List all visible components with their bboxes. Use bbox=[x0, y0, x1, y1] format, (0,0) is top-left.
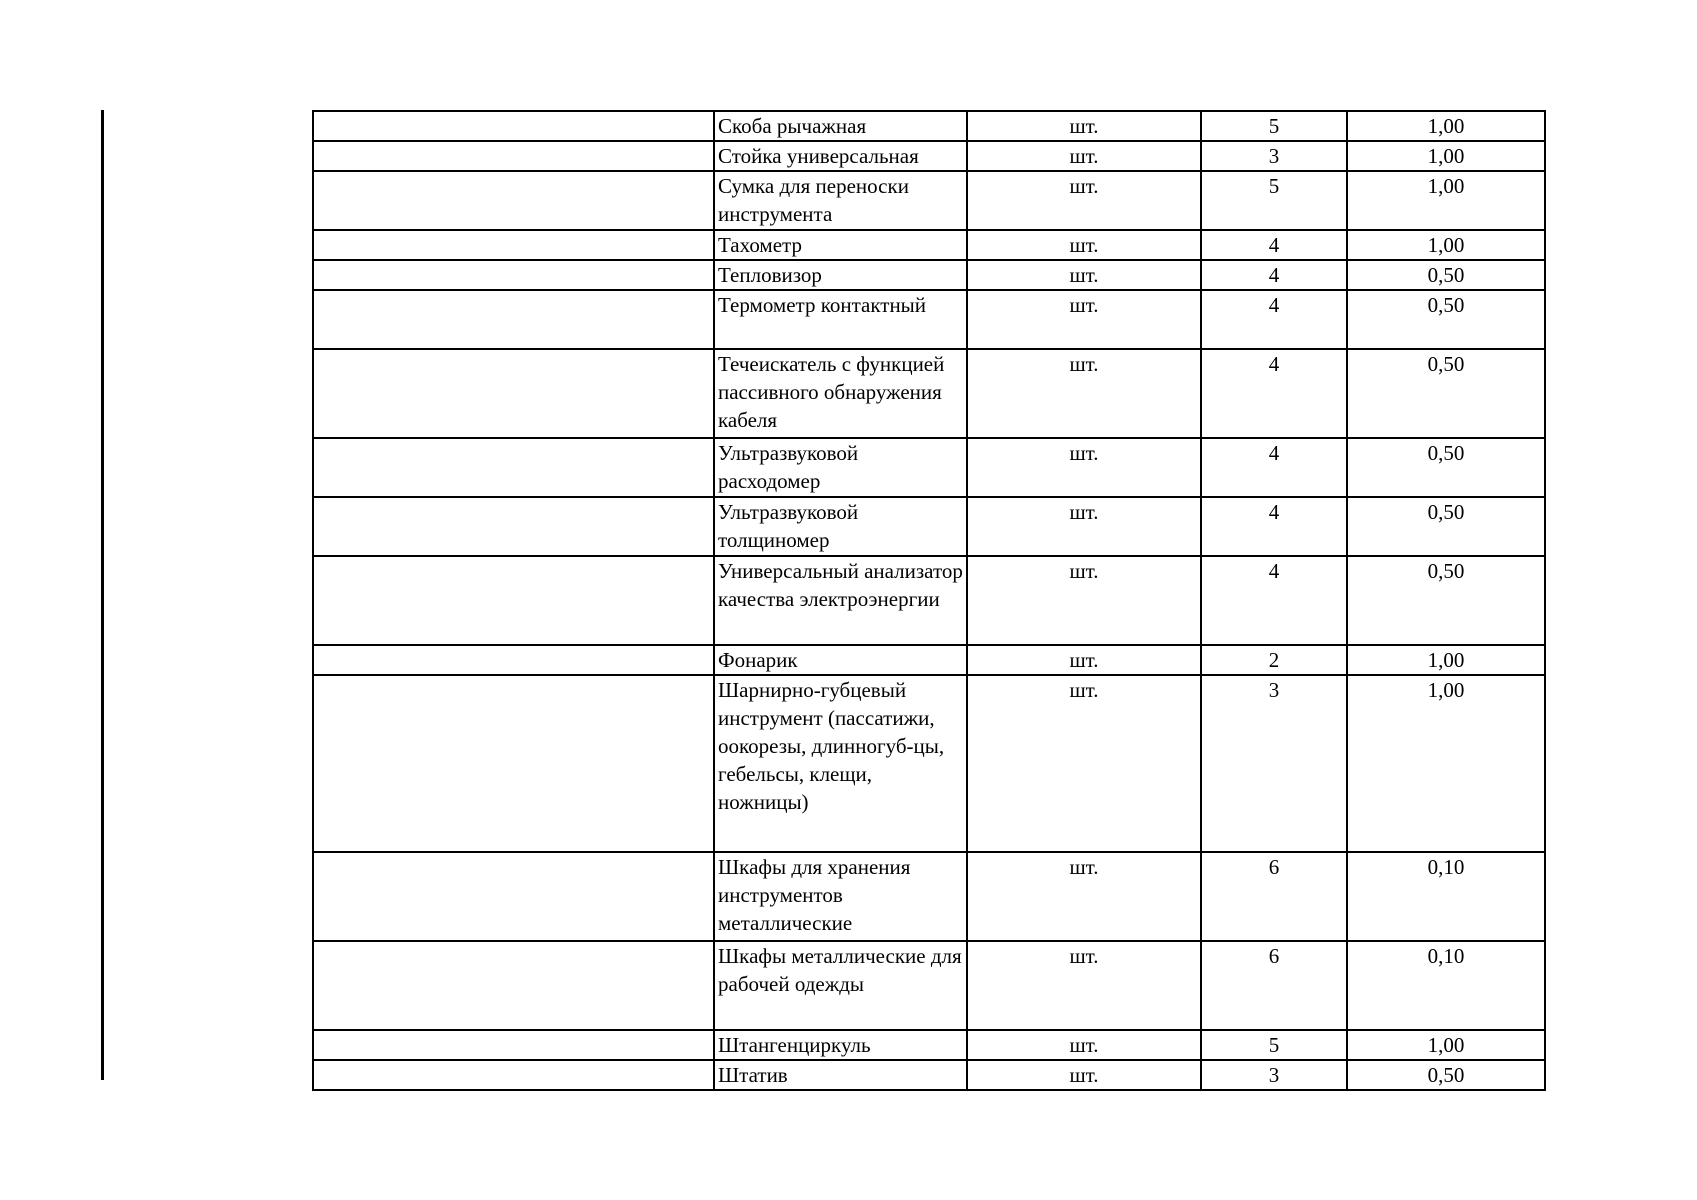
norm-cell: 0,10 bbox=[1347, 941, 1545, 1030]
empty-cell bbox=[313, 556, 714, 645]
table-row bbox=[313, 1060, 1545, 1090]
quantity-cell: 4 bbox=[1201, 556, 1347, 645]
norm-cell: 0,50 bbox=[1347, 260, 1545, 290]
empty-cell bbox=[313, 171, 714, 230]
norm-cell: 1,00 bbox=[1347, 1030, 1545, 1060]
quantity-cell: 4 bbox=[1201, 260, 1347, 290]
quantity-cell: 5 bbox=[1201, 1030, 1347, 1060]
unit-cell: шт. bbox=[967, 1060, 1201, 1090]
empty-cell bbox=[313, 1030, 714, 1060]
empty-cell bbox=[313, 290, 714, 349]
table-row bbox=[313, 111, 1545, 141]
item-name-cell: Тахометр bbox=[714, 230, 967, 260]
unit-cell: шт. bbox=[967, 675, 1201, 852]
unit-cell: шт. bbox=[967, 1030, 1201, 1060]
table-row bbox=[313, 349, 1545, 438]
table-row bbox=[313, 645, 1545, 675]
unit-cell: шт. bbox=[967, 260, 1201, 290]
unit-cell: шт. bbox=[967, 141, 1201, 171]
norm-cell: 1,00 bbox=[1347, 171, 1545, 230]
norm-cell: 0,50 bbox=[1347, 556, 1545, 645]
norm-cell: 1,00 bbox=[1347, 675, 1545, 852]
unit-cell: шт. bbox=[967, 230, 1201, 260]
table-row bbox=[313, 497, 1545, 556]
norm-cell: 0,50 bbox=[1347, 497, 1545, 556]
empty-cell bbox=[313, 675, 714, 852]
item-name-cell: Ультразвуковой толщиномер bbox=[714, 497, 967, 556]
item-name-cell: Тепловизор bbox=[714, 260, 967, 290]
empty-cell bbox=[313, 941, 714, 1030]
quantity-cell: 3 bbox=[1201, 141, 1347, 171]
unit-cell: шт. bbox=[967, 290, 1201, 349]
norm-cell: 0,50 bbox=[1347, 438, 1545, 497]
unit-cell: шт. bbox=[967, 852, 1201, 941]
quantity-cell: 2 bbox=[1201, 645, 1347, 675]
norm-cell: 1,00 bbox=[1347, 645, 1545, 675]
page-margin-line bbox=[101, 110, 104, 1080]
unit-cell: шт. bbox=[967, 438, 1201, 497]
quantity-cell: 4 bbox=[1201, 349, 1347, 438]
table-row bbox=[313, 141, 1545, 171]
empty-cell bbox=[313, 852, 714, 941]
equipment-table bbox=[312, 110, 1546, 1091]
unit-cell: шт. bbox=[967, 941, 1201, 1030]
item-name-cell: Универсальный анализатор качества электроэнергии bbox=[714, 556, 967, 645]
empty-cell bbox=[313, 230, 714, 260]
empty-cell bbox=[313, 141, 714, 171]
item-name-cell: Сумка для переноски инструмента bbox=[714, 171, 967, 230]
quantity-cell: 5 bbox=[1201, 171, 1347, 230]
item-name-cell: Шкафы для хранения инструментов металлические bbox=[714, 852, 967, 941]
quantity-cell: 6 bbox=[1201, 941, 1347, 1030]
empty-cell bbox=[313, 1060, 714, 1090]
unit-cell: шт. bbox=[967, 497, 1201, 556]
norm-cell: 0,10 bbox=[1347, 852, 1545, 941]
empty-cell bbox=[313, 111, 714, 141]
table-row bbox=[313, 171, 1545, 230]
unit-cell: шт. bbox=[967, 645, 1201, 675]
item-name-cell: Термометр контактный bbox=[714, 290, 967, 349]
table-row bbox=[313, 675, 1545, 852]
item-name-cell: Шкафы металлические для рабочей одежды bbox=[714, 941, 967, 1030]
table-row bbox=[313, 941, 1545, 1030]
table-row bbox=[313, 230, 1545, 260]
empty-cell bbox=[313, 349, 714, 438]
table-row bbox=[313, 438, 1545, 497]
empty-cell bbox=[313, 260, 714, 290]
unit-cell: шт. bbox=[967, 111, 1201, 141]
norm-cell: 1,00 bbox=[1347, 141, 1545, 171]
quantity-cell: 4 bbox=[1201, 230, 1347, 260]
item-name-cell: Фонарик bbox=[714, 645, 967, 675]
norm-cell: 1,00 bbox=[1347, 111, 1545, 141]
norm-cell: 0,50 bbox=[1347, 290, 1545, 349]
quantity-cell: 4 bbox=[1201, 438, 1347, 497]
item-name-cell: Шарнирно-губцевый инструмент (пассатижи, оокорезы, длинногуб-цы, гебельсы, клещи, ножницы) bbox=[714, 675, 967, 852]
norm-cell: 1,00 bbox=[1347, 230, 1545, 260]
quantity-cell: 5 bbox=[1201, 111, 1347, 141]
item-name-cell: Скоба рычажная bbox=[714, 111, 967, 141]
quantity-cell: 6 bbox=[1201, 852, 1347, 941]
unit-cell: шт. bbox=[967, 349, 1201, 438]
item-name-cell: Штатив bbox=[714, 1060, 967, 1090]
quantity-cell: 3 bbox=[1201, 1060, 1347, 1090]
norm-cell: 0,50 bbox=[1347, 1060, 1545, 1090]
table-row bbox=[313, 1030, 1545, 1060]
item-name-cell: Течеискатель с функцией пассивного обнаружения кабеля bbox=[714, 349, 967, 438]
item-name-cell: Ультразвуковой расходомер bbox=[714, 438, 967, 497]
empty-cell bbox=[313, 438, 714, 497]
unit-cell: шт. bbox=[967, 171, 1201, 230]
table-row bbox=[313, 260, 1545, 290]
norm-cell: 0,50 bbox=[1347, 349, 1545, 438]
item-name-cell: Стойка универсальная bbox=[714, 141, 967, 171]
table-row bbox=[313, 290, 1545, 349]
unit-cell: шт. bbox=[967, 556, 1201, 645]
empty-cell bbox=[313, 497, 714, 556]
item-name-cell: Штангенциркуль bbox=[714, 1030, 967, 1060]
table-row bbox=[313, 556, 1545, 645]
empty-cell bbox=[313, 645, 714, 675]
quantity-cell: 4 bbox=[1201, 290, 1347, 349]
quantity-cell: 4 bbox=[1201, 497, 1347, 556]
table-row bbox=[313, 852, 1545, 941]
quantity-cell: 3 bbox=[1201, 675, 1347, 852]
